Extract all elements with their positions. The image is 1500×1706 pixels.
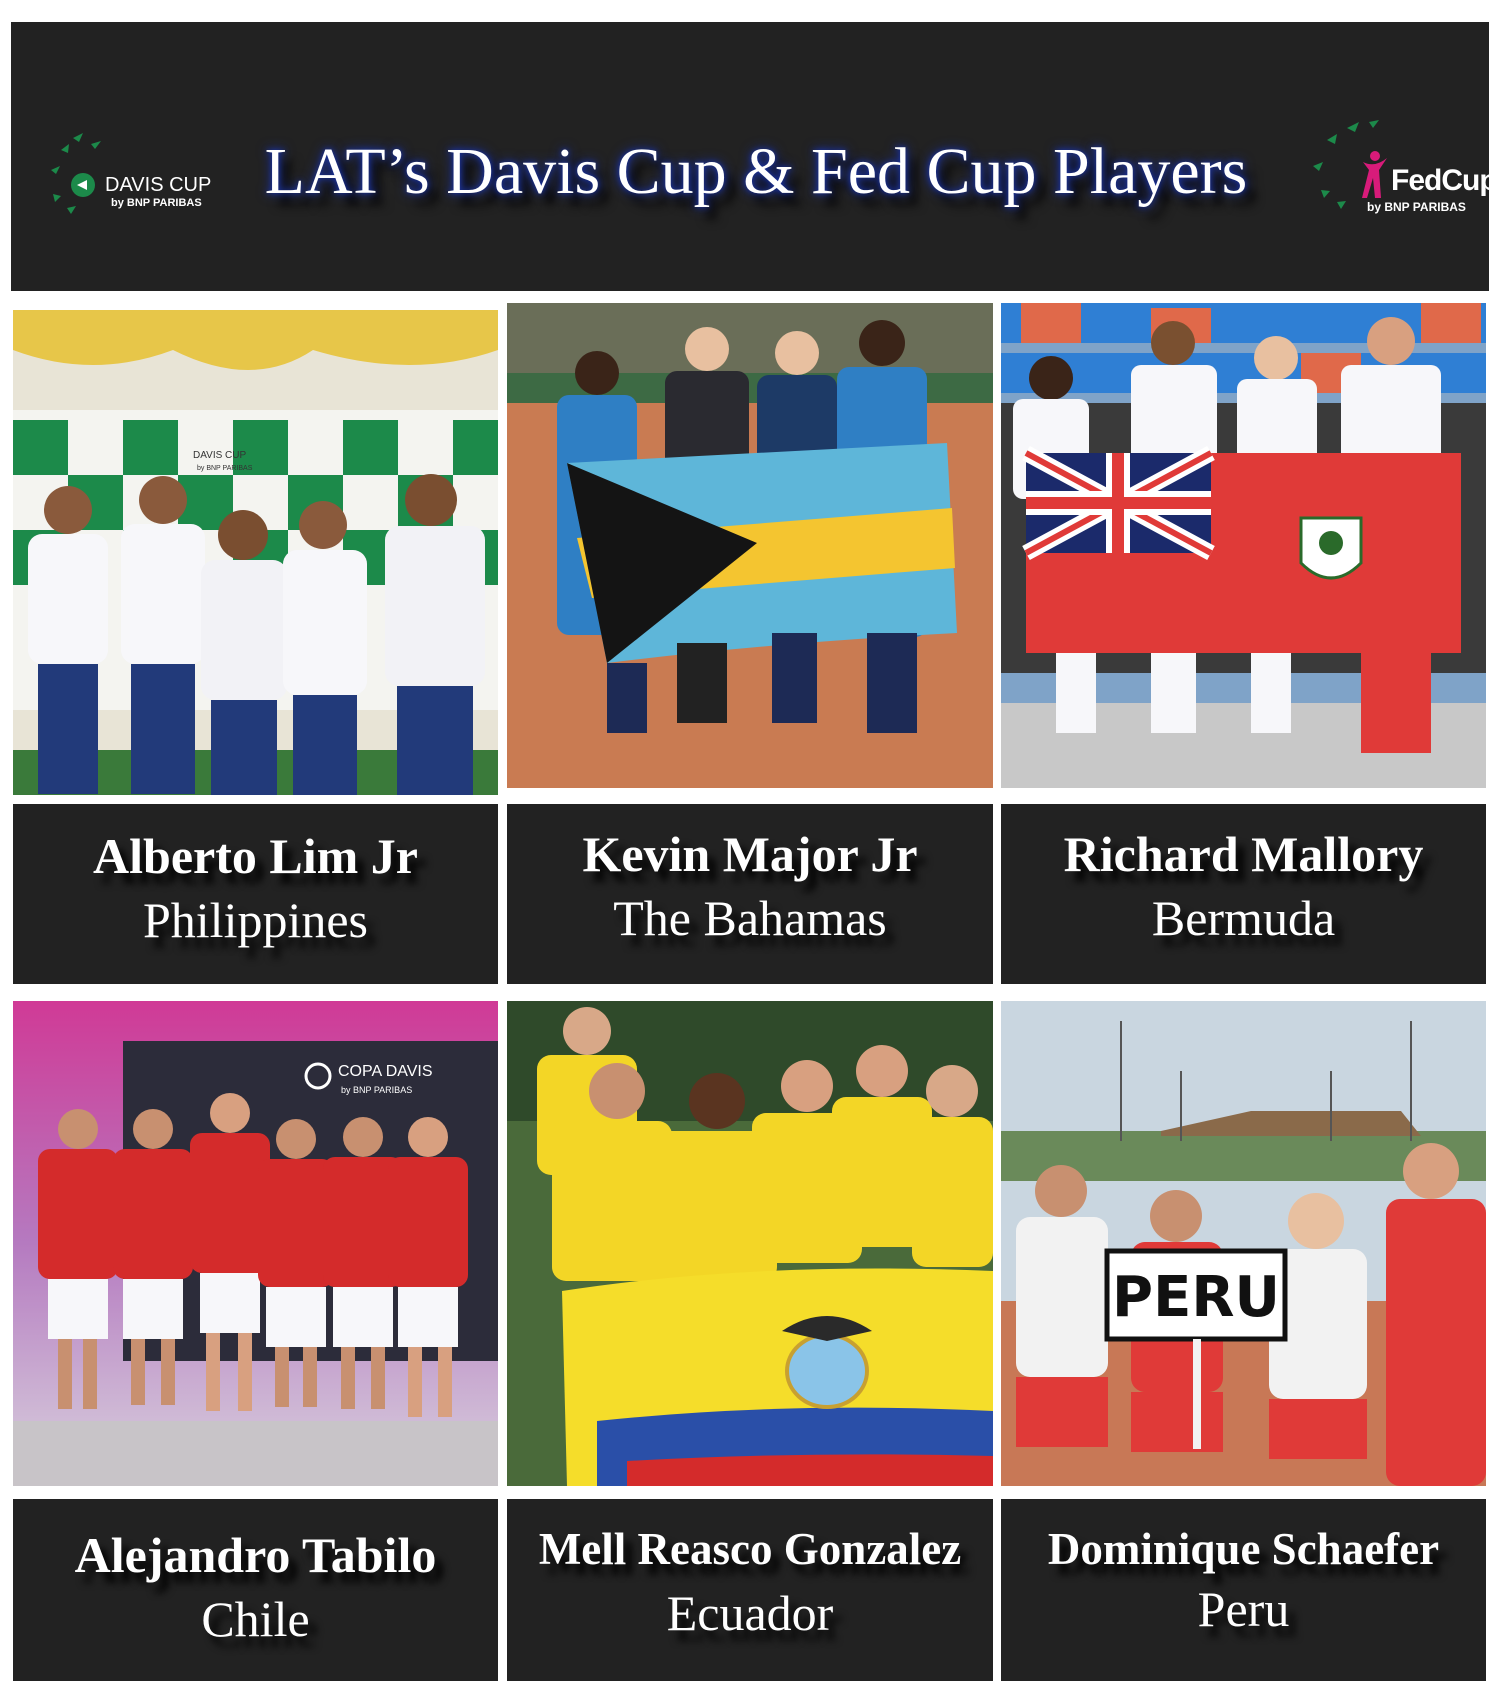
copa-davis-text: COPA DAVIS [338, 1063, 433, 1080]
fed-cup-logo-text: FedCup [1391, 164, 1497, 197]
player-name: Alejandro Tabilo [74, 1527, 437, 1583]
davis-cup-logo-text: DAVIS CUP [105, 174, 212, 196]
backdrop-davis-cup-text: DAVIS CUP [193, 450, 247, 461]
player-label-2 [507, 804, 993, 984]
player-label-6 [1001, 1499, 1486, 1681]
player-country: Philippines [142, 892, 369, 948]
backdrop-davis-cup-sub: by BNP PARIBAS [197, 465, 253, 472]
player-name: Alberto Lim Jr [93, 828, 418, 884]
player-country: Bermuda [1151, 890, 1336, 946]
player-photo-philippines [13, 310, 498, 795]
davis-cup-logo-sub: by BNP PARIBAS [111, 197, 202, 209]
player-country: Ecuador [666, 1585, 834, 1641]
player-name: Mell Reasco Gonzalez [538, 1524, 962, 1574]
header-banner [11, 22, 1497, 291]
fed-cup-logo [1307, 118, 1497, 218]
player-photo-chile [13, 1001, 498, 1486]
player-name: Richard Mallory [1063, 826, 1424, 882]
player-country: The Bahamas [613, 890, 887, 946]
peru-sign-text: PERU [1112, 1265, 1280, 1330]
fed-cup-logo-sub: by BNP PARIBAS [1367, 200, 1466, 214]
page-title: LAT’s Davis Cup & Fed Cup Players [264, 135, 1248, 208]
player-label-4 [13, 1499, 498, 1681]
davis-cup-logo [43, 130, 223, 220]
player-label-5 [507, 1499, 993, 1681]
davis-cup-logo-icon [43, 130, 113, 220]
player-label-1 [13, 804, 498, 984]
player-photo-bahamas [507, 303, 993, 788]
player-country: Chile [201, 1591, 310, 1647]
player-photo-bermuda [1001, 303, 1486, 788]
player-country: Peru [1197, 1581, 1290, 1637]
copa-davis-sub: by BNP PARIBAS [341, 1085, 413, 1095]
player-photo-peru [1001, 1001, 1486, 1486]
player-photo-ecuador [507, 1001, 993, 1486]
player-label-3 [1001, 804, 1486, 984]
player-name: Kevin Major Jr [582, 826, 918, 882]
player-name: Dominique Schaefer [1047, 1524, 1440, 1574]
